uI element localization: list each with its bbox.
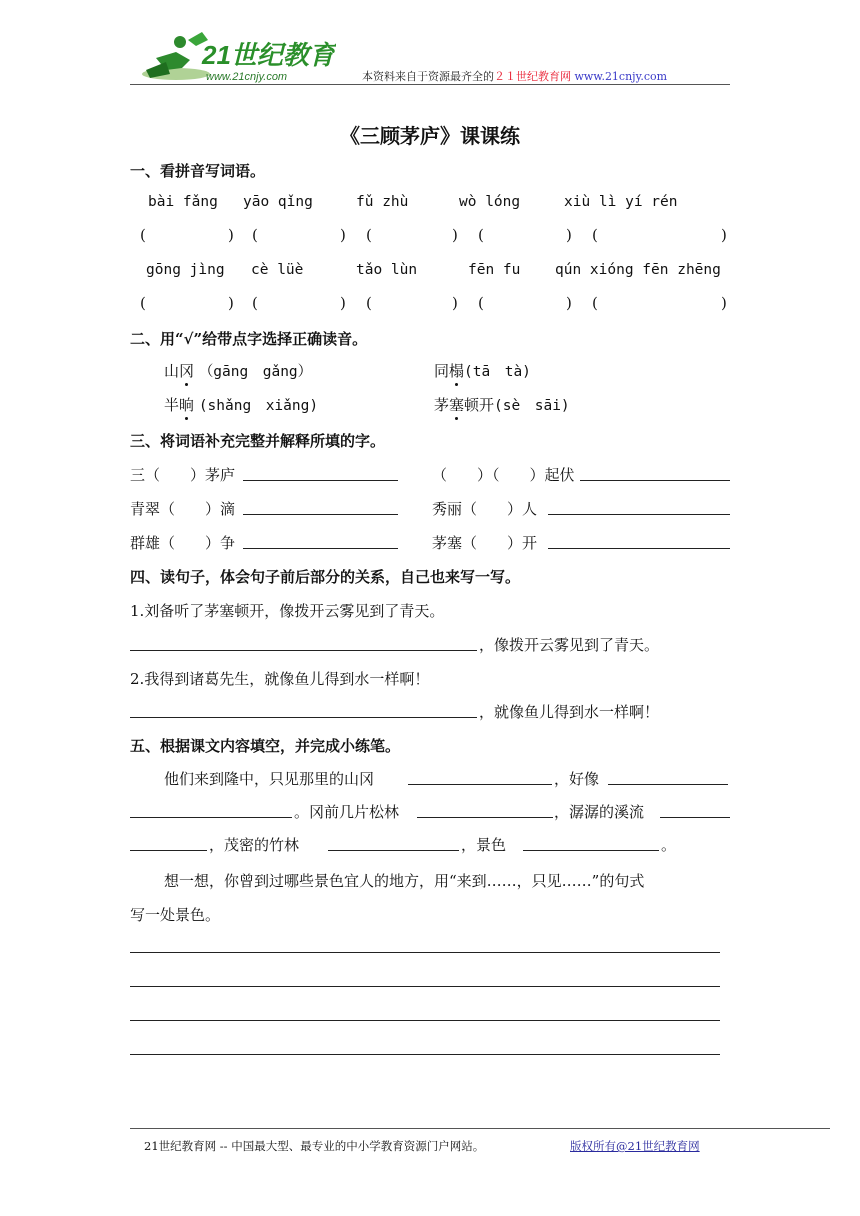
section-5-heading: 五、根据课文内容填空，并完成小练笔。 xyxy=(130,737,401,755)
answer-line[interactable] xyxy=(130,717,477,718)
writing-line[interactable] xyxy=(130,986,720,987)
logo-text: 21世纪教育 xyxy=(202,40,335,70)
idiom-item: 茅塞（ ）开 xyxy=(432,534,538,552)
pinyin-2-1: gōng jìng xyxy=(146,262,225,278)
idiom-item: 秀丽（ ）人 xyxy=(432,500,538,518)
answer-line[interactable] xyxy=(523,850,659,851)
answer-paren-close: ) xyxy=(566,294,572,312)
answer-paren-open: ( xyxy=(140,294,146,312)
dotted-char: 冈 xyxy=(179,362,195,380)
section-4-heading: 四、读句子，体会句子前后部分的关系，自己也来写一写。 xyxy=(130,568,521,586)
pronunciation-item xyxy=(434,394,570,415)
answer-paren-open: ( xyxy=(478,294,484,312)
footer-divider xyxy=(130,1128,830,1129)
pronunciation-item xyxy=(164,394,318,415)
footer-copyright-link[interactable]: 版权所有@21世纪教育网 xyxy=(570,1139,700,1153)
answer-paren-close: ) xyxy=(228,226,234,244)
section-2-heading: 二、用“√”给带点字选择正确读音。 xyxy=(130,330,368,348)
sentence-tail-1: ，像拨开云雾见到了青天。 xyxy=(479,636,660,654)
pinyin-1-5: xiù lì yí rén xyxy=(564,194,678,210)
fill-text: ，潺潺的溪流 xyxy=(554,803,645,821)
answer-line[interactable] xyxy=(130,650,477,651)
pinyin-2-5: qún xióng fēn zhēng xyxy=(555,262,721,278)
footer-text: 21世纪教育网 -- 中国最大型、最专业的中小学教育资源门户网站。 xyxy=(144,1139,485,1153)
runner-logo-icon xyxy=(136,30,336,86)
pronunciation-item xyxy=(164,360,312,381)
answer-paren-close: ) xyxy=(340,294,346,312)
answer-line[interactable] xyxy=(243,548,398,549)
answer-paren-open: ( xyxy=(366,294,372,312)
pronunciation-item xyxy=(434,360,531,381)
idiom-item: 群雄（ ）争 xyxy=(130,534,236,552)
answer-line[interactable] xyxy=(130,817,292,818)
fill-text: ，景色 xyxy=(461,836,507,854)
answer-line[interactable] xyxy=(408,784,552,785)
pronunciation-options[interactable]: (sè sāi) xyxy=(494,398,570,414)
answer-line[interactable] xyxy=(243,480,398,481)
writing-line[interactable] xyxy=(130,1054,720,1055)
answer-paren-close: ) xyxy=(340,226,346,244)
item-prefix: 茅 xyxy=(434,396,450,414)
header-note-prefix: 本资料来自于资源最齐全的 xyxy=(362,70,494,83)
fill-text: 。 xyxy=(661,836,677,854)
answer-paren-open: ( xyxy=(140,226,146,244)
idiom-item: 青翠（ ）滴 xyxy=(130,500,236,518)
pinyin-2-3: tǎo lùn xyxy=(356,262,418,278)
dotted-char: 塞 xyxy=(449,396,465,414)
answer-paren-open: ( xyxy=(252,226,258,244)
answer-line[interactable] xyxy=(548,548,730,549)
answer-paren-close: ) xyxy=(721,226,727,244)
answer-paren-open: ( xyxy=(478,226,484,244)
answer-line[interactable] xyxy=(417,817,553,818)
example-sentence-1: 1.刘备听了茅塞顿开，像拨开云雾见到了青天。 xyxy=(130,602,445,620)
item-prefix: 山 xyxy=(164,362,180,380)
pinyin-2-2: cè lüè xyxy=(251,262,304,278)
header-note-url[interactable]: www.21cnjy.com xyxy=(574,70,668,83)
writing-prompt-line-1: 想一想，你曾到过哪些景色宜人的地方，用“来到……，只见……”的句式 xyxy=(164,872,645,890)
pinyin-2-4: fēn fu xyxy=(468,262,521,278)
answer-paren-open: ( xyxy=(592,294,598,312)
answer-line[interactable] xyxy=(243,514,398,515)
writing-line[interactable] xyxy=(130,1020,720,1021)
page-title: 《三顾茅庐》课课练 xyxy=(340,124,520,148)
answer-paren-open: ( xyxy=(366,226,372,244)
answer-paren-close: ) xyxy=(566,226,572,244)
answer-line[interactable] xyxy=(130,850,207,851)
item-prefix: 同 xyxy=(434,362,450,380)
answer-line[interactable] xyxy=(548,514,730,515)
header-note-site[interactable]: ２１世纪教育网 xyxy=(494,70,571,83)
fill-text: 。冈前几片松林 xyxy=(294,803,400,821)
dotted-char: 晌 xyxy=(179,396,195,414)
writing-line[interactable] xyxy=(130,952,720,953)
section-1-heading: 一、看拼音写词语。 xyxy=(130,162,266,180)
idiom-item: 三（ ）茅庐 xyxy=(130,466,236,484)
idiom-item: （ ）（ ）起伏 xyxy=(432,466,575,484)
header-note xyxy=(362,68,667,84)
item-suffix: 顿开 xyxy=(464,396,495,414)
answer-paren-close: ) xyxy=(228,294,234,312)
pronunciation-options[interactable]: （gāng gǎng） xyxy=(198,364,313,380)
sentence-tail-2: ，就像鱼儿得到水一样啊！ xyxy=(479,703,660,721)
answer-paren-open: ( xyxy=(592,226,598,244)
pinyin-1-2: yāo qǐng xyxy=(243,194,313,210)
answer-paren-open: ( xyxy=(252,294,258,312)
item-prefix: 半 xyxy=(164,396,180,414)
answer-line[interactable] xyxy=(608,784,728,785)
pinyin-1-3: fǔ zhù xyxy=(356,194,409,210)
answer-line[interactable] xyxy=(580,480,730,481)
header-divider xyxy=(130,84,730,85)
example-sentence-2: 2.我得到诸葛先生，就像鱼儿得到水一样啊！ xyxy=(130,670,430,688)
answer-paren-close: ) xyxy=(452,226,458,244)
section-3-heading: 三、将词语补充完整并解释所填的字。 xyxy=(130,432,386,450)
answer-line[interactable] xyxy=(660,817,730,818)
answer-line[interactable] xyxy=(328,850,459,851)
answer-paren-close: ) xyxy=(721,294,727,312)
answer-paren-close: ) xyxy=(452,294,458,312)
fill-text: ，好像 xyxy=(554,770,600,788)
writing-prompt-line-2: 写一处景色。 xyxy=(130,906,221,924)
pronunciation-options[interactable]: (shǎng xiǎng) xyxy=(198,398,319,414)
fill-text: ，茂密的竹林 xyxy=(209,836,300,854)
logo-url: www.21cnjy.com xyxy=(206,71,288,83)
pinyin-1-1: bài fǎng xyxy=(148,194,218,210)
pronunciation-options[interactable]: (tā tà) xyxy=(464,364,531,380)
dotted-char: 榻 xyxy=(449,362,465,380)
fill-text: 他们来到隆中，只见那里的山冈 xyxy=(164,770,375,788)
site-logo xyxy=(136,30,336,86)
pinyin-1-4: wò lóng xyxy=(459,194,521,210)
